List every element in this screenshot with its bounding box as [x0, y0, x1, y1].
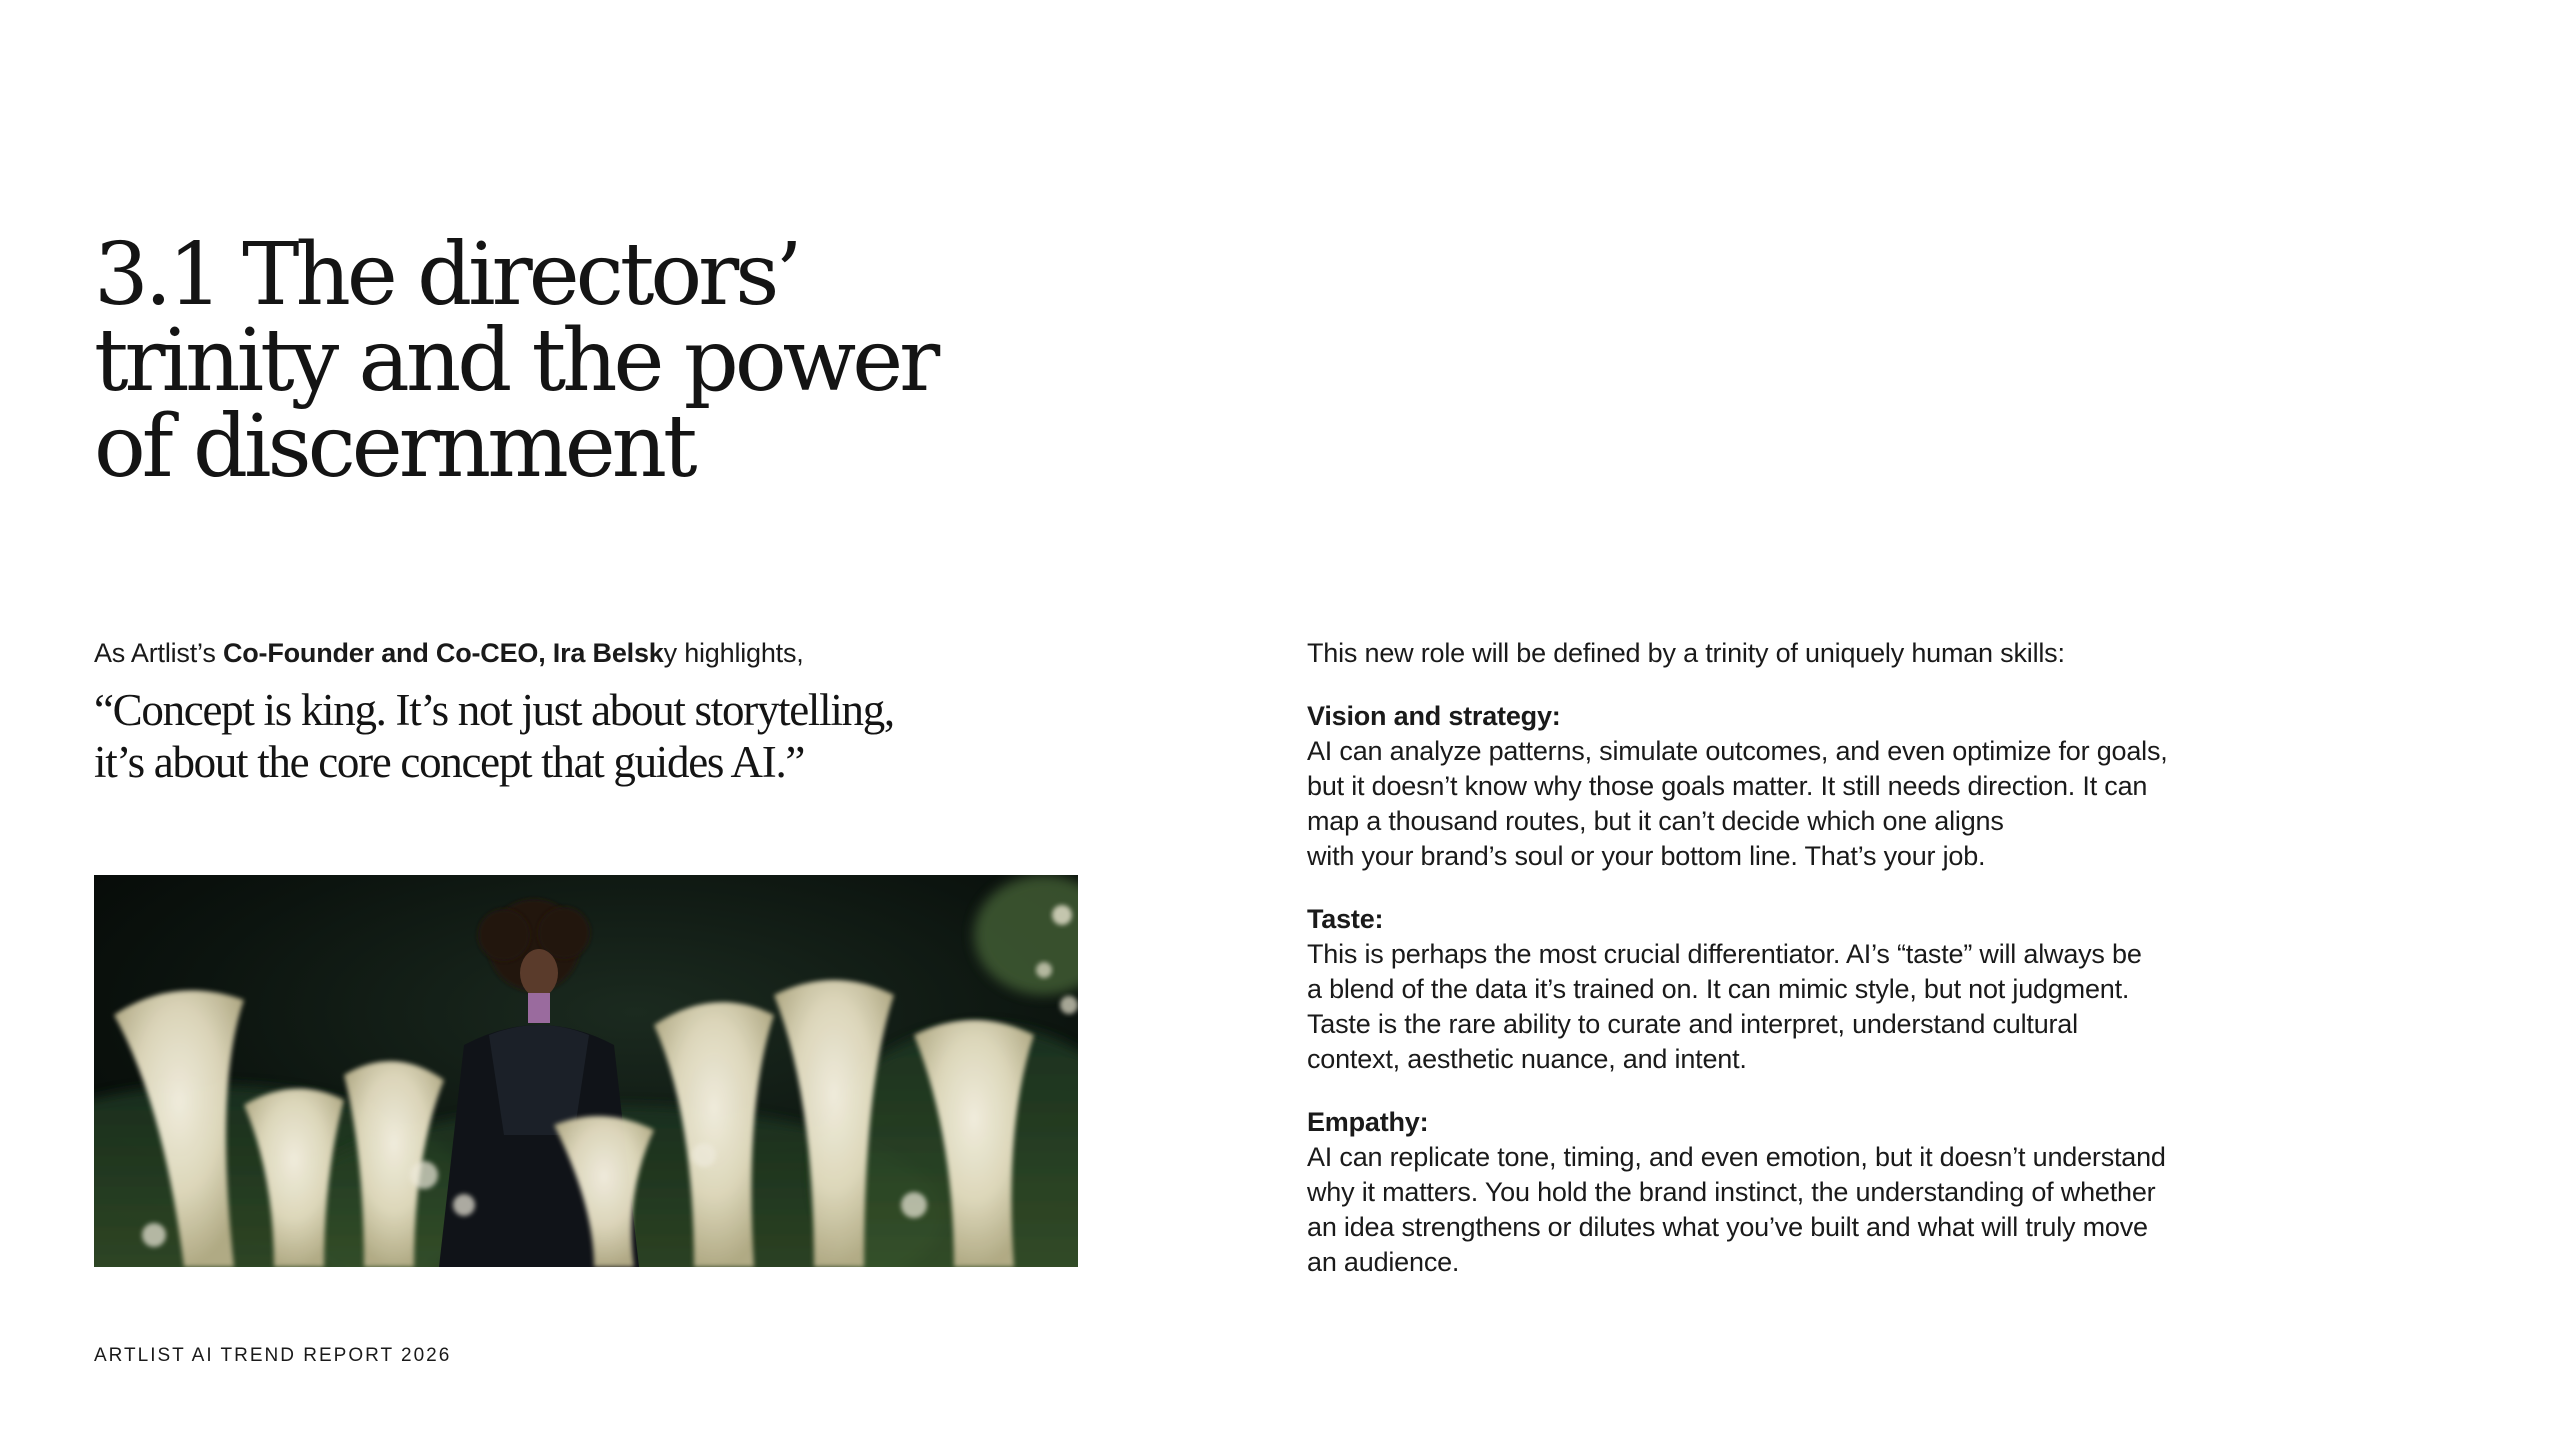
section-line: but it doesn’t know why those goals matter. It still needs direction. It can [1307, 771, 2148, 801]
title-line-1: 3.1 The directors’ [94, 225, 799, 325]
section-taste [1307, 902, 2307, 1077]
report-footer: ARTLIST AI TREND REPORT 2026 [94, 1345, 452, 1366]
section-body [1307, 734, 2307, 874]
section-line: an audience. [1307, 1247, 1460, 1277]
section-line: This is perhaps the most crucial differentiator. AI’s “taste” will always be [1307, 939, 2142, 969]
garden-photo [94, 875, 1078, 1267]
section-line: AI can analyze patterns, simulate outcomes, and even optimize for goals, [1307, 736, 2168, 766]
section-vision-strategy [1307, 699, 2307, 874]
section-empathy [1307, 1105, 2307, 1280]
section-body [1307, 937, 2307, 1077]
quote-line-1: “Concept is king. It’s not just about storytelling, [94, 685, 894, 735]
pull-quote [94, 684, 894, 788]
garden-photo-illustration [94, 875, 1078, 1267]
intro-suffix: y highlights, [663, 638, 804, 668]
skills-column [1307, 636, 2307, 1280]
page-title [94, 225, 1094, 497]
section-line: an idea strengthens or dilutes what you’ve built and what will truly move [1307, 1212, 2148, 1242]
intro-prefix: As Artlist’s [94, 638, 223, 668]
section-line: AI can replicate tone, timing, and even emotion, but it doesn’t understand [1307, 1142, 2166, 1172]
title-line-2: trinity and the power [94, 311, 937, 411]
section-title: Empathy: [1307, 1107, 1429, 1137]
quote-attribution [94, 636, 804, 670]
section-title: Taste: [1307, 904, 1384, 934]
section-line: map a thousand routes, but it can’t decide which one aligns [1307, 806, 2004, 836]
title-line-3: of discernment [94, 397, 694, 497]
intro-name: Co-Founder and Co-CEO, Ira Belsk [222, 638, 664, 668]
section-title: Vision and strategy: [1307, 701, 1561, 731]
quote-line-2: it’s about the core concept that guides AI.” [94, 737, 805, 787]
section-line: a blend of the data it’s trained on. It can mimic style, but not judgment. [1307, 974, 2130, 1004]
section-line: with your brand’s soul or your bottom line. That’s your job. [1307, 841, 1986, 871]
section-line: why it matters. You hold the brand instinct, the understanding of whether [1307, 1177, 2156, 1207]
section-line: Taste is the rare ability to curate and interpret, understand cultural [1307, 1009, 2078, 1039]
skills-lead: This new role will be defined by a trinity of uniquely human skills: [1307, 638, 2065, 668]
section-line: context, aesthetic nuance, and intent. [1307, 1044, 1747, 1074]
section-body [1307, 1140, 2307, 1280]
